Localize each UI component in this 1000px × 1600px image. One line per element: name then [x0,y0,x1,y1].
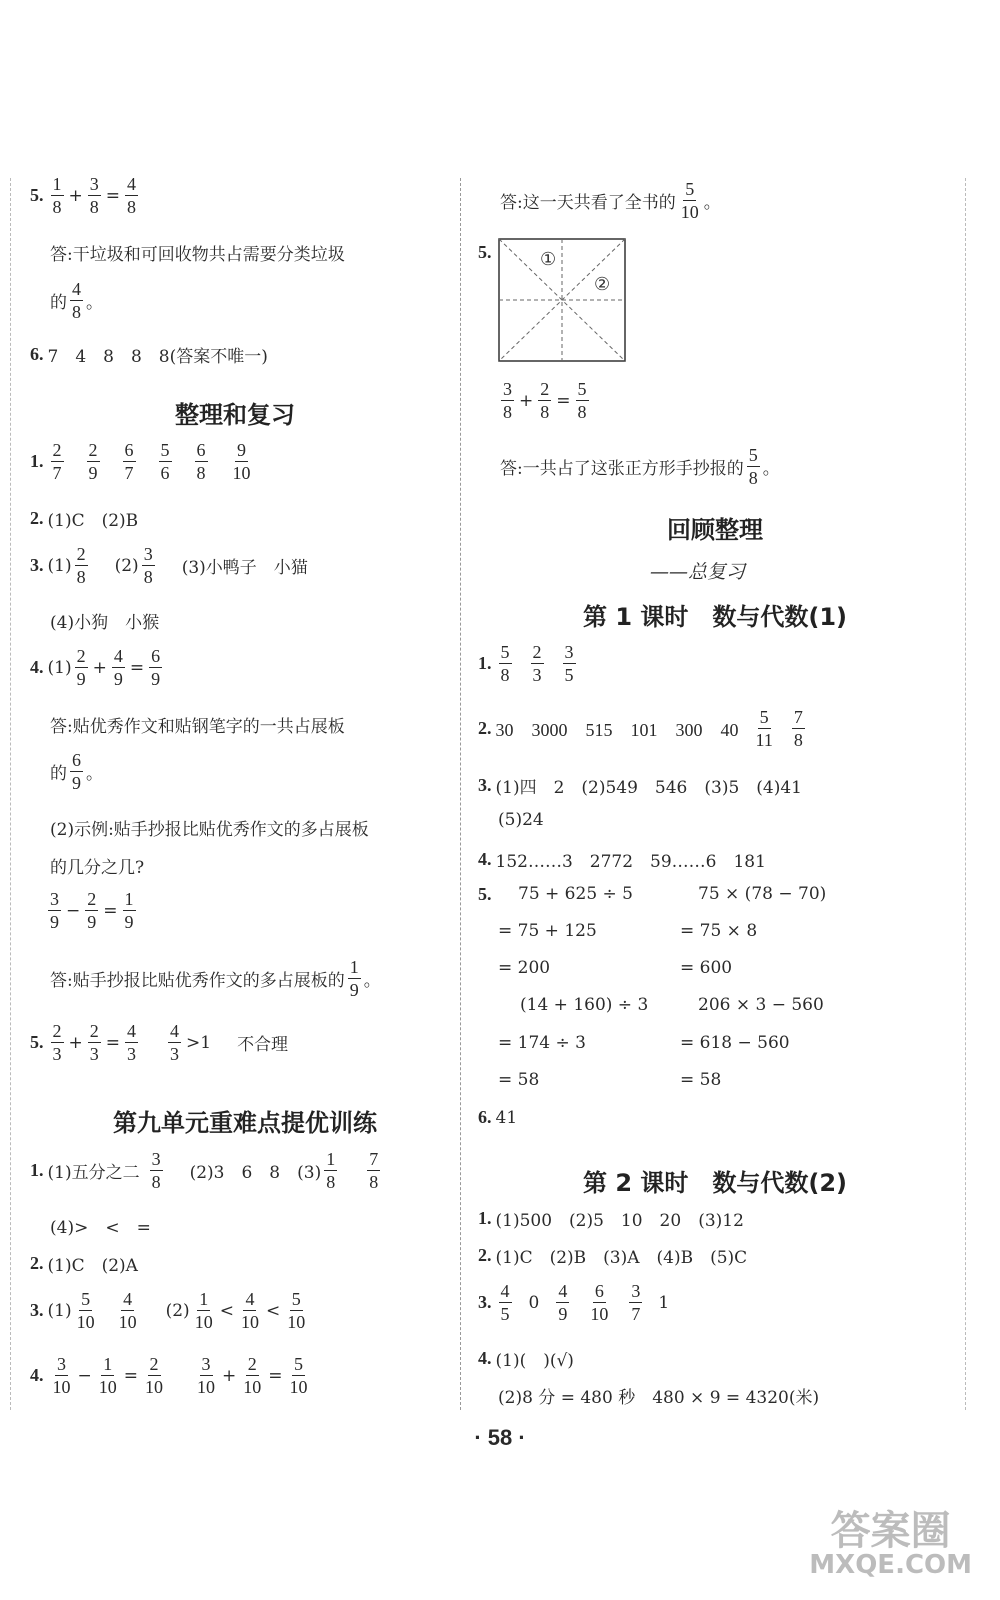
section-heading: 整理和复习 [175,401,295,429]
region-label-2: ② [594,274,611,295]
lesson-heading: 第 1 课时 数与代数(1) [582,603,848,631]
question-4-part-2: 的几分之几? [50,858,145,878]
exercise-1: 1. (1)五分之二 $\frac{3}{8}$ (2)3 6 8 (3) $\frac{1}{8}$ $\frac{7}{8}$ [30,1149,379,1192]
question-4: 4. (1) $\frac{2}{9}$ + $\frac{4}{9}$ = $\frac{6}{9}$ [30,646,161,689]
calc-step: = 200 [498,958,551,978]
calc-step: = 58 [680,1070,722,1090]
page-number: · 58 · [474,1425,526,1450]
equation: $\frac{3}{9}$ − $\frac{2}{9}$ = $\frac{1}{9}$ [50,889,134,932]
lesson2-question-1: 1. (1)500 (2)5 10 20 (3)12 [478,1208,744,1231]
lesson-heading: 第 2 课时 数与代数(2) [582,1169,848,1197]
exercise-4: 4. $\frac{3}{10}$ − $\frac{1}{10}$ = $\frac{2}{10}$ $\frac{3}{10}$ + $\frac{2}{10}$ = $\frac{5}{10}$ [30,1354,308,1397]
lesson1-question-3: 3. (1)四 2 (2)549 546 (3)5 (4)41 [478,775,802,798]
question-1: 1. $\frac{2}{7}$ $\frac{2}{9}$ $\frac{6}{7}$ $\frac{5}{6}$ $\frac{6}{8}$ $\frac{9}{10}$ [30,440,251,483]
exercise-3: 3. (1) $\frac{5}{10}$ $\frac{4}{10}$ (2) $\frac{1}{10}$ < $\frac{4}{10}$ < $\frac{5}{10}$ [30,1289,306,1332]
calc-step: 75 + 625 ÷ 5 [518,884,633,904]
lesson1-question-2: 2. 30 3000 515 101 300 40 $\frac{5}{11}$ $\frac{7}{8}$ [478,707,803,750]
lesson2-question-3: 3. $\frac{4}{5}$ 0 $\frac{4}{9}$ $\frac{6}{10}$ $\frac{3}{7}$ 1 [478,1281,670,1324]
section-subheading: ——总复习 [650,561,746,583]
lesson2-question-4: 4. (1)( )(√) [478,1348,574,1371]
calc-step: 206 × 3 − 560 [698,995,824,1015]
answer-line: 的 $\frac{4}{8}$ 。 [50,279,103,322]
watermark-logo: 答案圈 MXQE.COM [809,1508,972,1581]
exercise-1-part-4: (4)> < = [50,1218,151,1238]
lesson2-question-2: 2. (1)C (2)B (3)A (4)B (5)C [478,1245,748,1268]
calc-step: = 600 [680,958,733,978]
calc-step: = 174 ÷ 3 [498,1033,586,1053]
fraction: $\frac{4}{8}$ [72,279,81,322]
section-heading: 回顾整理 [667,516,763,544]
square-diagram [498,238,626,362]
fraction: $\frac{4}{8}$ [127,174,136,217]
lesson1-question-3-part-5: (5)24 [498,810,544,830]
calc-step: = 58 [498,1070,540,1090]
problem-6: 6. 7 4 8 8 8(答案不唯一) [30,344,268,367]
question-2: 2. (1)C (2)B [30,508,139,531]
answer-line: 答:这一天共看了全书的 $\frac{5}{10}$ 。 [500,179,721,222]
question-5: 5. $\frac{2}{3}$ + $\frac{2}{3}$ = $\frac{4}{3}$ $\frac{4}{3}$ >1 不合理 [30,1021,289,1064]
region-label-1: ① [540,249,557,270]
right-margin-rule [965,178,966,1410]
lesson1-question-1: 1. $\frac{5}{8}$ $\frac{2}{3}$ $\frac{3}{5}$ [478,642,574,685]
calc-step: 75 × (78 − 70) [698,884,827,904]
calc-step: = 75 + 125 [498,921,597,941]
lesson1-question-6: 6. 41 [478,1107,518,1128]
fraction: $\frac{1}{8}$ [52,174,62,217]
answer-line: 答:贴手抄报比贴优秀作文的多占展板的 $\frac{1}{9}$ 。 [50,957,381,1000]
lesson1-question-5-number: 5. [478,884,492,904]
exercise-2: 2. (1)C (2)A [30,1253,138,1276]
problem-5: 5. $\frac{1}{8}$ + $\frac{3}{8}$ = $\frac{4}{8}$ [30,174,136,217]
left-margin-rule [10,178,11,1410]
lesson2-question-4-part-2: (2)8 分 = 480 秒 480 × 9 = 4320(米) [498,1388,820,1408]
question-4-part-2: (2)示例:贴手抄报比贴优秀作文的多占展板 [50,820,369,840]
calc-step: = 75 × 8 [680,921,758,941]
answer-line: 的 $\frac{6}{9}$ 。 [50,750,103,793]
column-divider [460,178,461,1410]
lesson1-question-4: 4. 152……3 2772 59……6 181 [478,849,766,872]
answer-line: 答:干垃圾和可回收物共占需要分类垃圾 [50,245,345,265]
problem-5-number: 5. [478,242,492,262]
calc-step: (14 + 160) ÷ 3 [520,995,649,1015]
fraction: $\frac{3}{8}$ [89,174,99,217]
equation: $\frac{3}{8}$ + $\frac{2}{8}$ = $\frac{5}{8}$ [503,379,587,422]
section-heading: 第九单元重难点提优训练 [113,1109,377,1137]
answer-line: 答:一共占了这张正方形手抄报的 $\frac{5}{8}$ 。 [500,445,780,488]
answer-line: 答:贴优秀作文和贴钢笔字的一共占展板 [50,717,345,737]
question-3-part-4: (4)小狗 小猴 [50,613,160,633]
calc-step: = 618 − 560 [680,1033,790,1053]
question-3: 3. (1) $\frac{2}{8}$ (2) $\frac{3}{8}$ (3)小鸭子 小猫 [30,544,308,587]
